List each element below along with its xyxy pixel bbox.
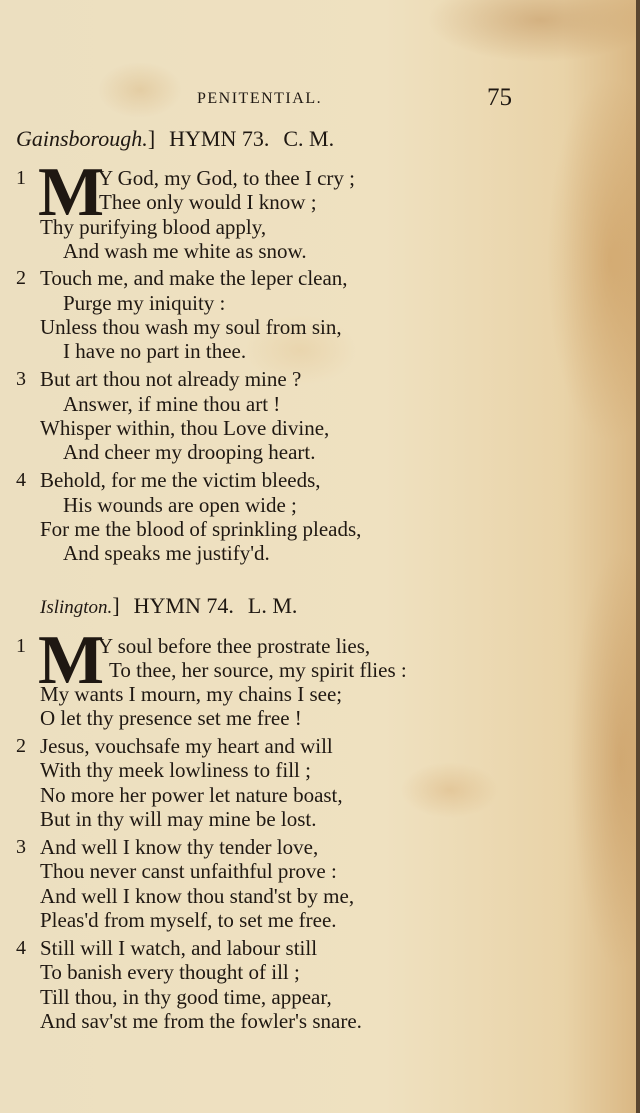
verse-number: 2 [16, 267, 26, 289]
verse-line: Answer, if mine thou art ! [63, 392, 281, 416]
verse-number: 1 [16, 635, 26, 657]
verse-line: And well I know thy tender love, [40, 835, 319, 859]
verse-line: Till thou, in thy good time, appear, [40, 985, 332, 1009]
verse-number: 2 [16, 735, 26, 757]
page-number: 75 [487, 84, 512, 111]
verse-line: Purge my iniquity : [63, 291, 226, 315]
hymn-73-heading [16, 126, 576, 156]
verse-number: 4 [16, 469, 26, 491]
verse-line: No more her power let nature boast, [40, 783, 343, 807]
verse-line: For me the blood of sprinkling pleads, [40, 517, 362, 541]
verse-line: I have no part in thee. [63, 339, 247, 363]
verse-number: 3 [16, 368, 26, 390]
verse-number: 3 [16, 836, 26, 858]
running-head [0, 84, 640, 112]
verse-line: Y God, my God, to thee I cry ; [98, 166, 356, 190]
verse-line: Still will I watch, and labour still [40, 936, 318, 960]
verse-line: His wounds are open wide ; [63, 493, 297, 517]
verse-line: To banish every thought of ill ; [40, 960, 300, 984]
verse-line: My wants I mourn, my chains I see; [40, 682, 343, 706]
verse-line: To thee, her source, my spirit flies : [109, 658, 407, 682]
hymn-number: HYMN 74. [133, 593, 234, 618]
verse-line: Y soul before thee prostrate lies, [98, 634, 371, 658]
tune-name: Gainsborough. [16, 126, 148, 151]
verse-line: Unless thou wash my soul from sin, [40, 315, 342, 339]
meter: C. M. [283, 126, 335, 151]
hymn-number: HYMN 73. [169, 126, 270, 151]
drop-cap: M [38, 154, 105, 231]
verse-line: But in thy will may mine be lost. [40, 807, 317, 831]
tune-name: Islington. [40, 597, 113, 618]
verse-line: Thy purifying blood apply, [40, 215, 267, 239]
hymn-74-heading [40, 593, 600, 623]
drop-cap: M [38, 622, 105, 699]
verse-line: Thou never canst unfaithful prove : [40, 859, 337, 883]
verse-line: With thy meek lowliness to fill ; [40, 758, 311, 782]
verse-line: Touch me, and make the leper clean, [40, 266, 348, 290]
running-title: PENITENTIAL. [197, 90, 323, 107]
verse-line: And speaks me justify'd. [63, 541, 270, 565]
verse-line: Thee only would I know ; [99, 190, 317, 214]
verse-number: 4 [16, 937, 26, 959]
meter: L. M. [247, 593, 298, 618]
bracket: ] [147, 126, 156, 151]
page-edge-shadow [636, 0, 640, 1113]
verse-line: And wash me white as snow. [63, 239, 307, 263]
verse-line: And sav'st me from the fowler's snare. [40, 1009, 362, 1033]
verse-line: O let thy presence set me free ! [40, 706, 302, 730]
verse-line: And cheer my drooping heart. [63, 440, 316, 464]
verse-line: Pleas'd from myself, to set me free. [40, 908, 337, 932]
verse-line: Whisper within, thou Love divine, [40, 416, 330, 440]
bracket: ] [112, 593, 120, 618]
verse-number: 1 [16, 167, 26, 189]
verse-line: Behold, for me the victim bleeds, [40, 468, 321, 492]
verse-line: Jesus, vouchsafe my heart and will [40, 734, 333, 758]
verse-line: But art thou not already mine ? [40, 367, 302, 391]
verse-line: And well I know thou stand'st by me, [40, 884, 355, 908]
